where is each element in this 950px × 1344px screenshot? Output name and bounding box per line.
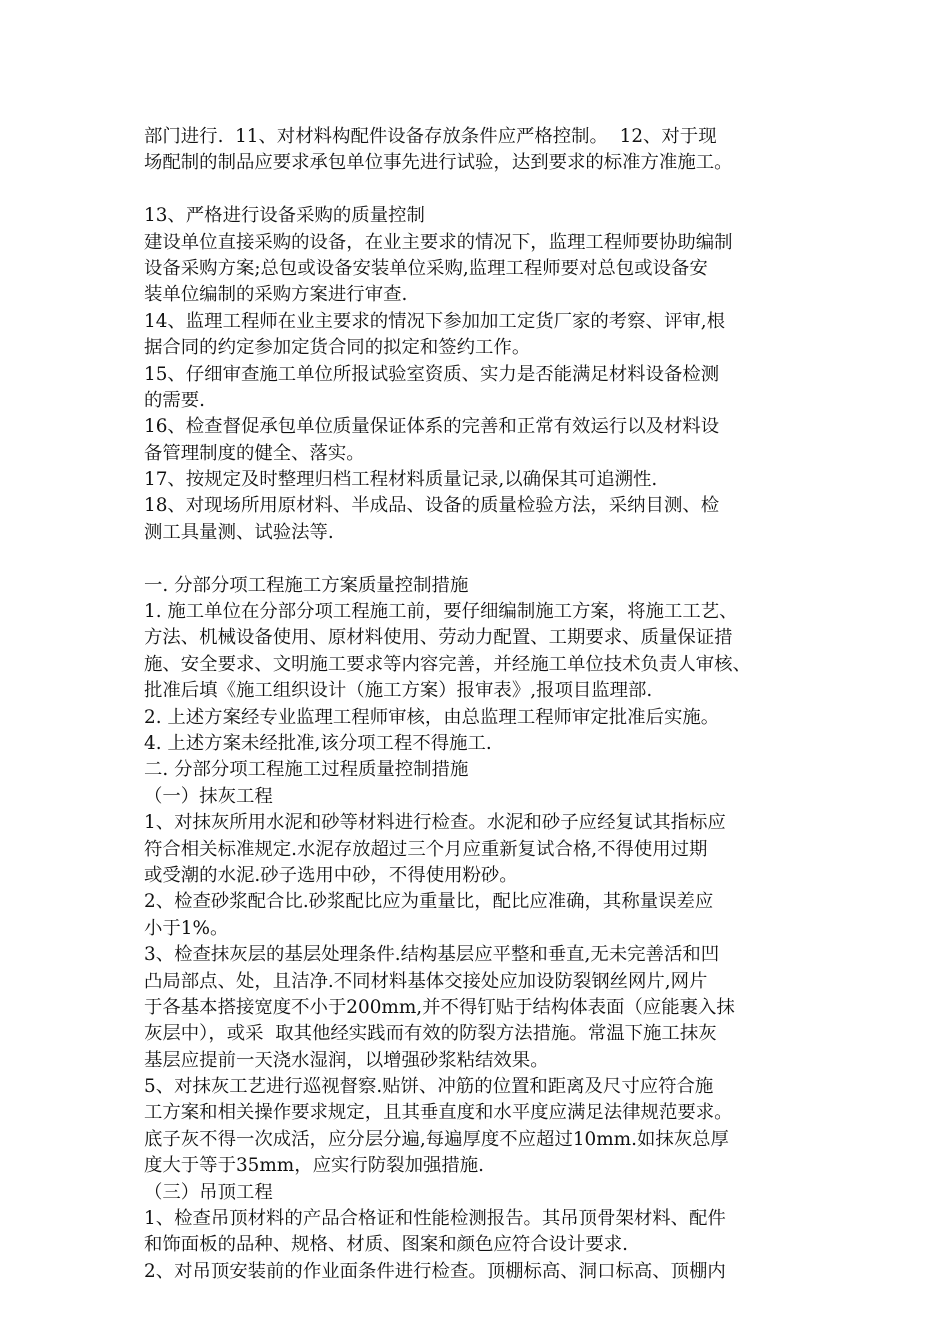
text-line: 2. 上述方案经专业监理工程师审核，由总监理工程师审定批准后实施。	[144, 706, 720, 728]
text-line: 16、检查督促承包单位质量保证体系的完善和正常有效运行以及材料设	[144, 416, 720, 438]
text-line: 据合同的约定参加定货合同的拟定和签约工作。	[144, 337, 531, 359]
text-line: 4. 上述方案未经批准,该分项工程不得施工.	[144, 732, 492, 754]
text-line: 17、按规定及时整理归档工程材料质量记录,以确保其可追溯性.	[144, 469, 658, 491]
text-line: 度大于等于35mm，应实行防裂加强措施.	[144, 1155, 484, 1177]
text-line: 装单位编制的采购方案进行审查.	[144, 284, 408, 306]
text-line: 底子灰不得一次成活，应分层分遍,每遍厚度不应超过10mm.如抹灰总厚	[144, 1128, 729, 1150]
text-line: 13、严格进行设备采购的质量控制	[144, 205, 425, 227]
text-line: 1、检查吊顶材料的产品合格证和性能检测报告。其吊顶骨架材料、配件	[144, 1208, 726, 1230]
text-line: 场配制的制品应要求承包单位事先进行试验，达到要求的标准方准施工。	[144, 152, 733, 174]
text-line: 方法、机械设备使用、原材料使用、劳动力配置、工期要求、质量保证措	[144, 627, 733, 649]
text-line: 或受潮的水泥.砂子选用中砂，不得使用粉砂。	[144, 864, 518, 886]
text-line: 符合相关标准规定.水泥存放超过三个月应重新复试合格,不得使用过期	[144, 838, 708, 860]
text-line: 2、对吊顶安装前的作业面条件进行检查。顶棚标高、洞口标高、顶棚内	[144, 1260, 726, 1282]
text-line: 施、安全要求、文明施工要求等内容完善，并经施工单位技术负责人审核、	[144, 653, 751, 675]
text-line: 1、对抹灰所用水泥和砂等材料进行检查。水泥和砂子应经复试其指标应	[144, 812, 726, 834]
text-line: 部门进行. 11、对材料构配件设备存放条件应严格控制。 12、对于现	[144, 126, 717, 147]
text-line: 批准后填《施工组织设计（施工方案）报审表》,报项目监理部.	[144, 680, 653, 702]
text-line: 14、监理工程师在业主要求的情况下参加加工定货厂家的考察、评审,根	[144, 310, 725, 332]
text-line: 于各基本搭接宽度不小于200mm,并不得钉贴于结构体表面（应能裹入抹	[144, 996, 735, 1018]
text-line: 凸局部点、处，且洁净.不同材料基体交接处应加设防裂钢丝网片,网片	[144, 970, 708, 992]
blank-line	[144, 546, 824, 572]
text-line: 设备采购方案;总包或设备安装单位采购,监理工程师要对总包或设备安	[144, 257, 708, 279]
text-line: 的需要.	[144, 389, 206, 411]
text-line: 和饰面板的品种、规格、材质、图案和颜色应符合设计要求.	[144, 1234, 629, 1256]
text-line: 15、仔细审查施工单位所报试验室资质、实力是否能满足材料设备检测	[144, 363, 720, 385]
text-line: 2、检查砂浆配合比.砂浆配比应为重量比，配比应准确，其称量误差应	[144, 891, 714, 913]
text-line: 工方案和相关操作要求规定，且其垂直度和水平度应满足法律规范要求。	[144, 1102, 733, 1124]
text-line: 小于1%。	[144, 917, 229, 939]
text-line: 一. 分部分项工程施工方案质量控制措施	[144, 574, 469, 596]
text-line: 18、对现场所用原材料、半成品、设备的质量检验方法，采纳目测、检	[144, 495, 720, 517]
text-line: 5、对抹灰工艺进行巡视督察.贴饼、冲筋的位置和距离及尺寸应符合施	[144, 1076, 714, 1098]
text-line: 二. 分部分项工程施工过程质量控制措施	[144, 759, 469, 781]
text-line: 3、检查抹灰层的基层处理条件.结构基层应平整和垂直,无未完善活和凹	[144, 944, 720, 966]
text-line: 灰层中），或采 取其他经实践而有效的防裂方法措施。常温下施工抹灰	[144, 1023, 717, 1045]
document-body	[144, 124, 824, 1285]
text-line: （一）抹灰工程	[144, 785, 273, 807]
text-line: 备管理制度的健全、落实。	[144, 442, 365, 464]
text-line: （三）吊顶工程	[144, 1181, 273, 1203]
text-line: 基层应提前一天浇水湿润，以增强砂浆粘结效果。	[144, 1049, 549, 1071]
blank-line	[144, 177, 824, 203]
text-line: 建设单位直接采购的设备，在业主要求的情况下，监理工程师要协助编制	[144, 231, 733, 253]
text-line: 测工具量测、试验法等.	[144, 521, 334, 543]
text-line: 1. 施工单位在分部分项工程施工前，要仔细编制施工方案，将施工工艺、	[144, 601, 738, 623]
